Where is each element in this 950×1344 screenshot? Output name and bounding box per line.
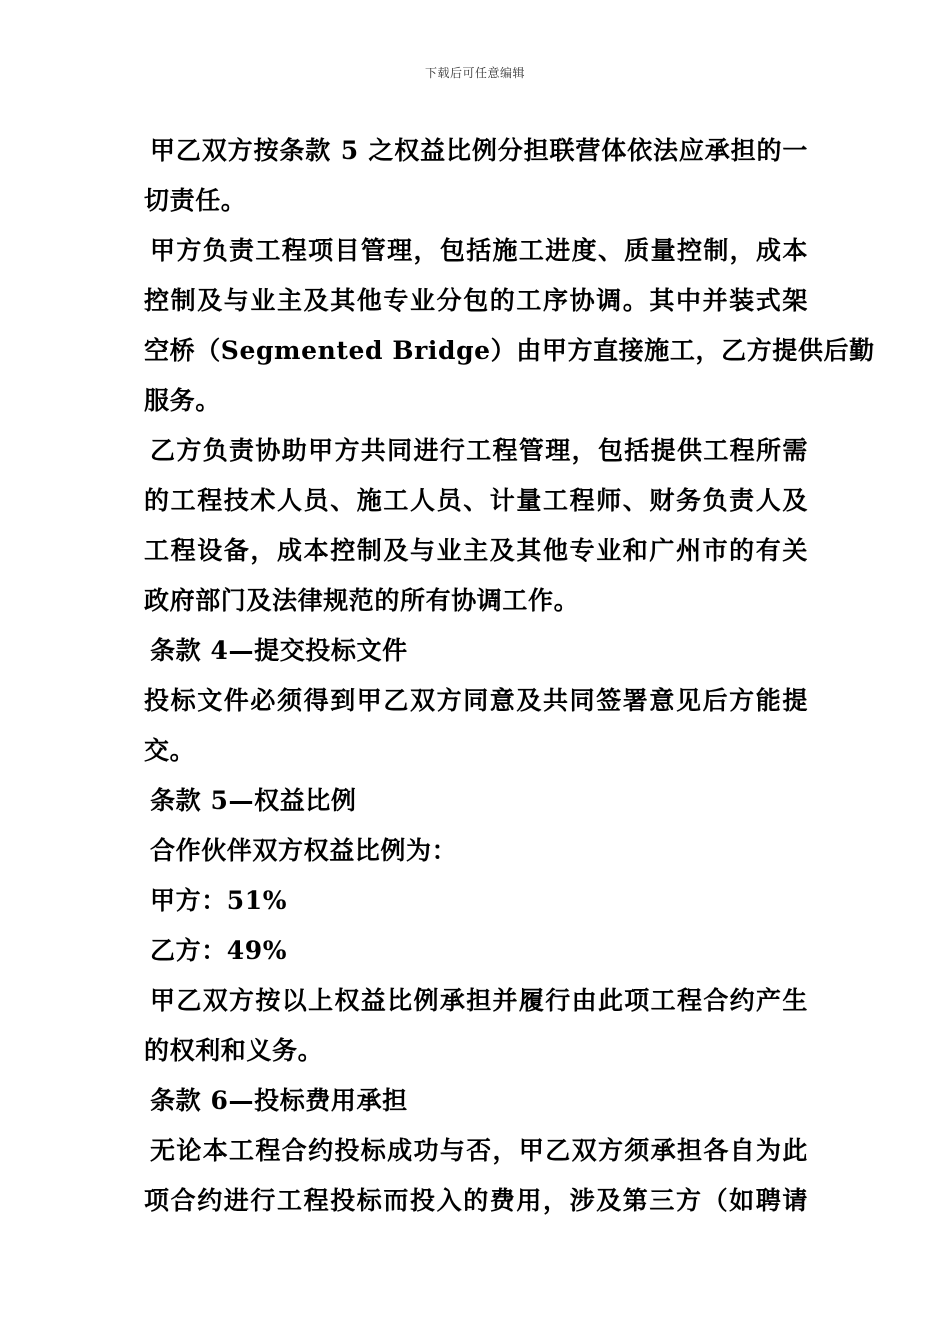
page-header: 下载后可任意编辑: [424, 66, 525, 80]
paragraph-line: 项合约进行工程投标而投入的费用，涉及第三方（如聘请: [144, 1186, 808, 1215]
paragraph-line: 交。: [144, 736, 196, 765]
document-body: [144, 126, 875, 1226]
paragraph-line: 控制及与业主及其他专业分包的工序协调。其中并装式架: [144, 286, 808, 315]
paragraph-line: 的工程技术人员、施工人员、计量工程师、财务负责人及: [144, 486, 808, 515]
paragraph-line: 条款 4—提交投标文件: [150, 636, 408, 665]
paragraph-line: 空桥（Segmented Bridge）由甲方直接施工，乙方提供后勤: [144, 336, 875, 365]
paragraph-line: 服务。: [144, 386, 221, 415]
paragraph-line: 乙方负责协助甲方共同进行工程管理，包括提供工程所需: [150, 436, 808, 465]
paragraph-line: 无论本工程合约投标成功与否，甲乙双方须承担各自为此: [150, 1136, 808, 1165]
paragraph-line: 的权利和义务。: [144, 1036, 324, 1065]
paragraph-line: 工程设备，成本控制及与业主及其他专业和广州市的有关: [144, 536, 808, 565]
paragraph-line: 条款 5—权益比例: [150, 786, 357, 815]
paragraph-line: 甲乙双方按以上权益比例承担并履行由此项工程合约产生: [150, 986, 808, 1015]
paragraph-line: 甲方负责工程项目管理，包括施工进度、质量控制，成本: [150, 236, 808, 265]
paragraph-line: 甲方：51%: [150, 886, 288, 915]
paragraph-line: 政府部门及法律规范的所有协调工作。: [144, 586, 580, 615]
paragraph-line: 甲乙双方按条款 5 之权益比例分担联营体依法应承担的一: [150, 136, 808, 165]
paragraph-line: 条款 6—投标费用承担: [150, 1086, 408, 1115]
paragraph-line: 投标文件必须得到甲乙双方同意及共同签署意见后方能提: [144, 686, 808, 715]
paragraph-line: 合作伙伴双方权益比例为：: [150, 836, 458, 865]
paragraph-line: 切责任。: [144, 186, 247, 215]
paragraph-line: 乙方：49%: [150, 936, 288, 965]
